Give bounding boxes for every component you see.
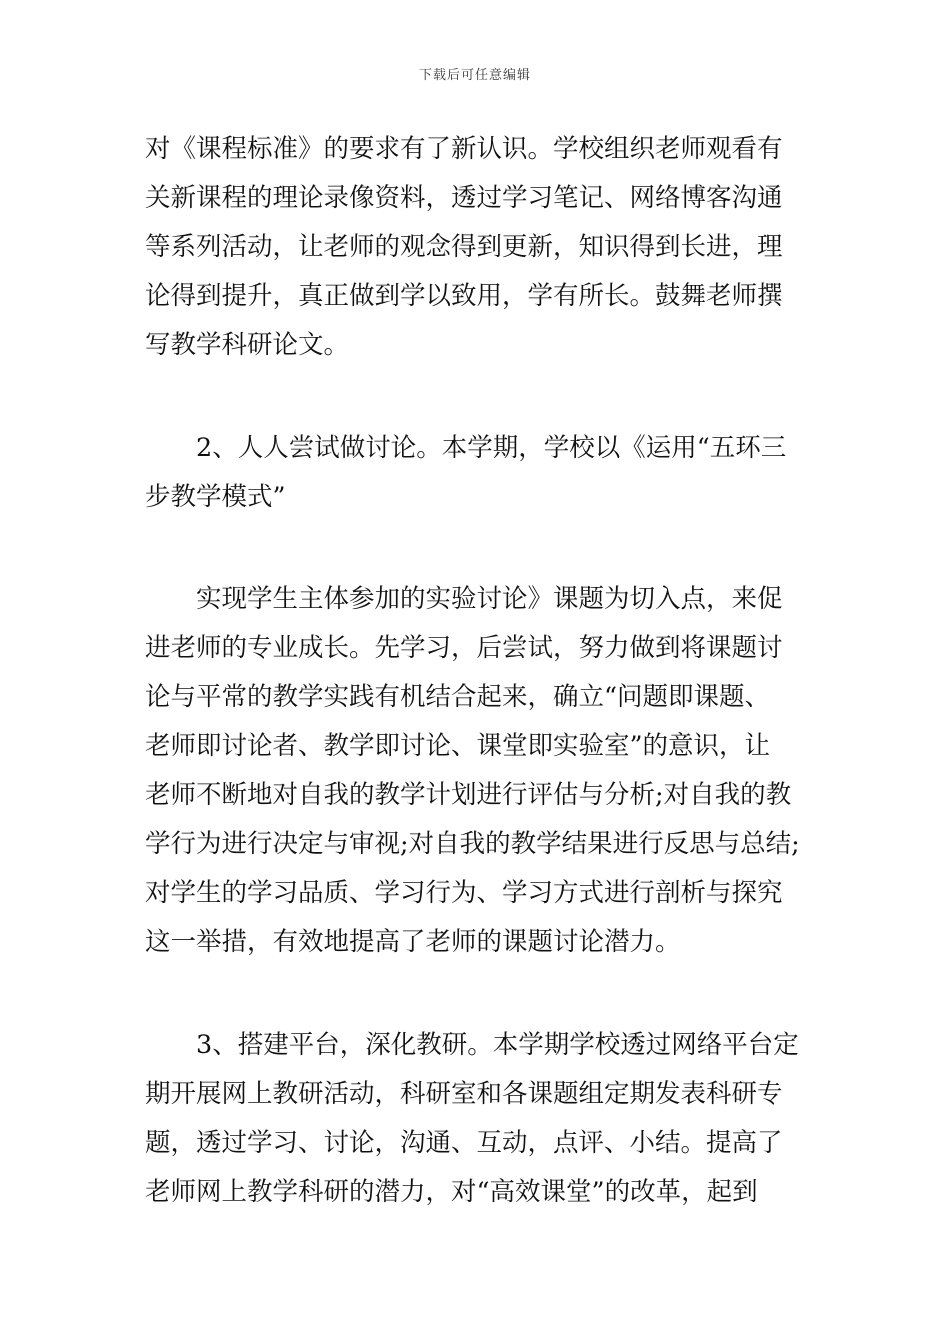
text-line: 对《课程标准》的要求有了新认识。学校组织老师观看有 [145, 134, 783, 164]
text-line: 这一举措，有效地提高了老师的课题讨论潜力。 [145, 927, 681, 957]
text-line: 3、搭建平台，深化教研。本学期学校透过网络平台定 [196, 1030, 799, 1060]
text-line: 老师不断地对自我的教学计划进行评估与分析;对自我的教 [145, 780, 792, 810]
text-line: 关新课程的理论录像资料，透过学习笔记、网络博客沟通 [145, 183, 783, 213]
page-header: 下载后可任意编辑 [418, 68, 531, 83]
text-line: 论与平常的教学实践有机结合起来，确立“问题即课题、 [145, 682, 771, 712]
text-line: 学行为进行决定与审视;对自我的教学结果进行反思与总结; [145, 829, 800, 859]
text-line: 写教学科研论文。 [145, 330, 350, 360]
text-line: 进老师的专业成长。先学习，后尝试，努力做到将课题讨 [145, 633, 783, 663]
text-line: 步教学模式” [145, 482, 286, 512]
text-line: 题，透过学习、讨论，沟通、互动，点评、小结。提高了 [145, 1128, 783, 1158]
text-line: 老师即讨论者、教学即讨论、课堂即实验室”的意识，让 [145, 731, 771, 761]
text-line: 2、人人尝试做讨论。本学期，学校以《运用“五环三 [196, 433, 787, 463]
text-line: 等系列活动，让老师的观念得到更新，知识得到长进，理 [145, 232, 783, 262]
text-line: 期开展网上教研活动，科研室和各课题组定期发表科研专 [145, 1079, 783, 1109]
text-line: 实现学生主体参加的实验讨论》课题为切入点，来促 [196, 584, 783, 614]
text-line: 老师网上教学科研的潜力，对“高效课堂”的改革，起到 [145, 1177, 758, 1207]
text-line: 对学生的学习品质、学习行为、学习方式进行剖析与探究 [145, 878, 783, 908]
text-line: 论得到提升，真正做到学以致用，学有所长。鼓舞老师撰 [145, 281, 783, 311]
